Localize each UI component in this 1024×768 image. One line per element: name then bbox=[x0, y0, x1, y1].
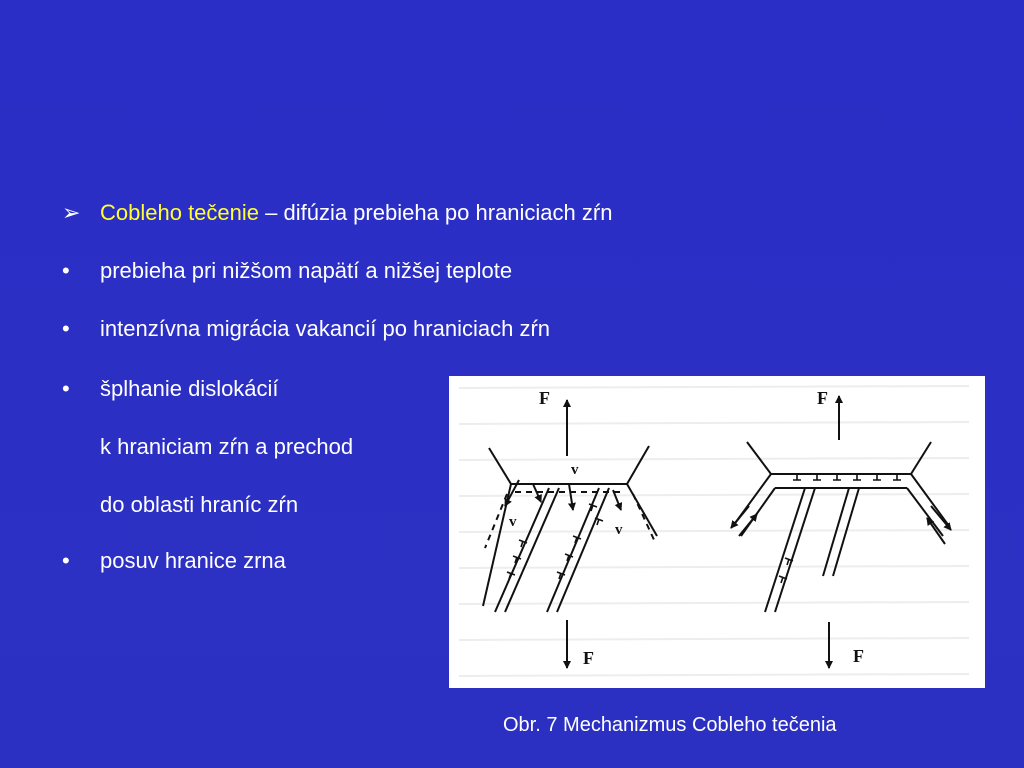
arrow-bullet-icon: ➢ bbox=[62, 200, 81, 225]
right-force-top-label: F bbox=[817, 388, 828, 408]
figure-caption: Obr. 7 Mechanizmus Cobleho tečenia bbox=[503, 714, 837, 736]
bullet-continuation-2: do oblasti hraníc zŕn bbox=[100, 492, 299, 517]
left-force-bottom-label: F bbox=[583, 648, 594, 668]
term-definition: – difúzia prebieha po hraniciach zŕn bbox=[259, 200, 613, 225]
bullet-dot-icon: • bbox=[62, 548, 70, 573]
bullet-boundary-shift: posuv hranice zrna bbox=[100, 548, 286, 573]
bullet-continuation-1: k hraniciam zŕn a prechod bbox=[100, 434, 354, 459]
bullet-dot-icon: • bbox=[62, 258, 70, 283]
bullet-vacancy-migration: intenzívna migrácia vakancií po hraniciach zŕn bbox=[100, 316, 551, 341]
term-highlight: Cobleho tečenie bbox=[100, 200, 260, 225]
left-diagram bbox=[483, 400, 657, 668]
bullet-dislocation-climb: šplhanie dislokácií bbox=[100, 376, 279, 401]
right-force-bottom-label: F bbox=[853, 646, 864, 666]
bullet-dot-icon: • bbox=[62, 316, 70, 341]
scan-texture bbox=[459, 386, 969, 676]
bullet-lower-stress: prebieha pri nižšom napätí a nižšej teplote bbox=[100, 258, 513, 283]
coble-creep-diagram bbox=[449, 376, 985, 688]
bullet-dot-icon: • bbox=[62, 376, 70, 401]
left-velocity-right-label: v bbox=[615, 522, 623, 538]
left-velocity-left-label: v bbox=[509, 514, 517, 530]
bullet-coble-creep bbox=[100, 200, 612, 226]
left-velocity-center-label: v bbox=[571, 462, 579, 478]
right-diagram bbox=[731, 396, 951, 668]
left-force-top-label: F bbox=[539, 388, 550, 408]
